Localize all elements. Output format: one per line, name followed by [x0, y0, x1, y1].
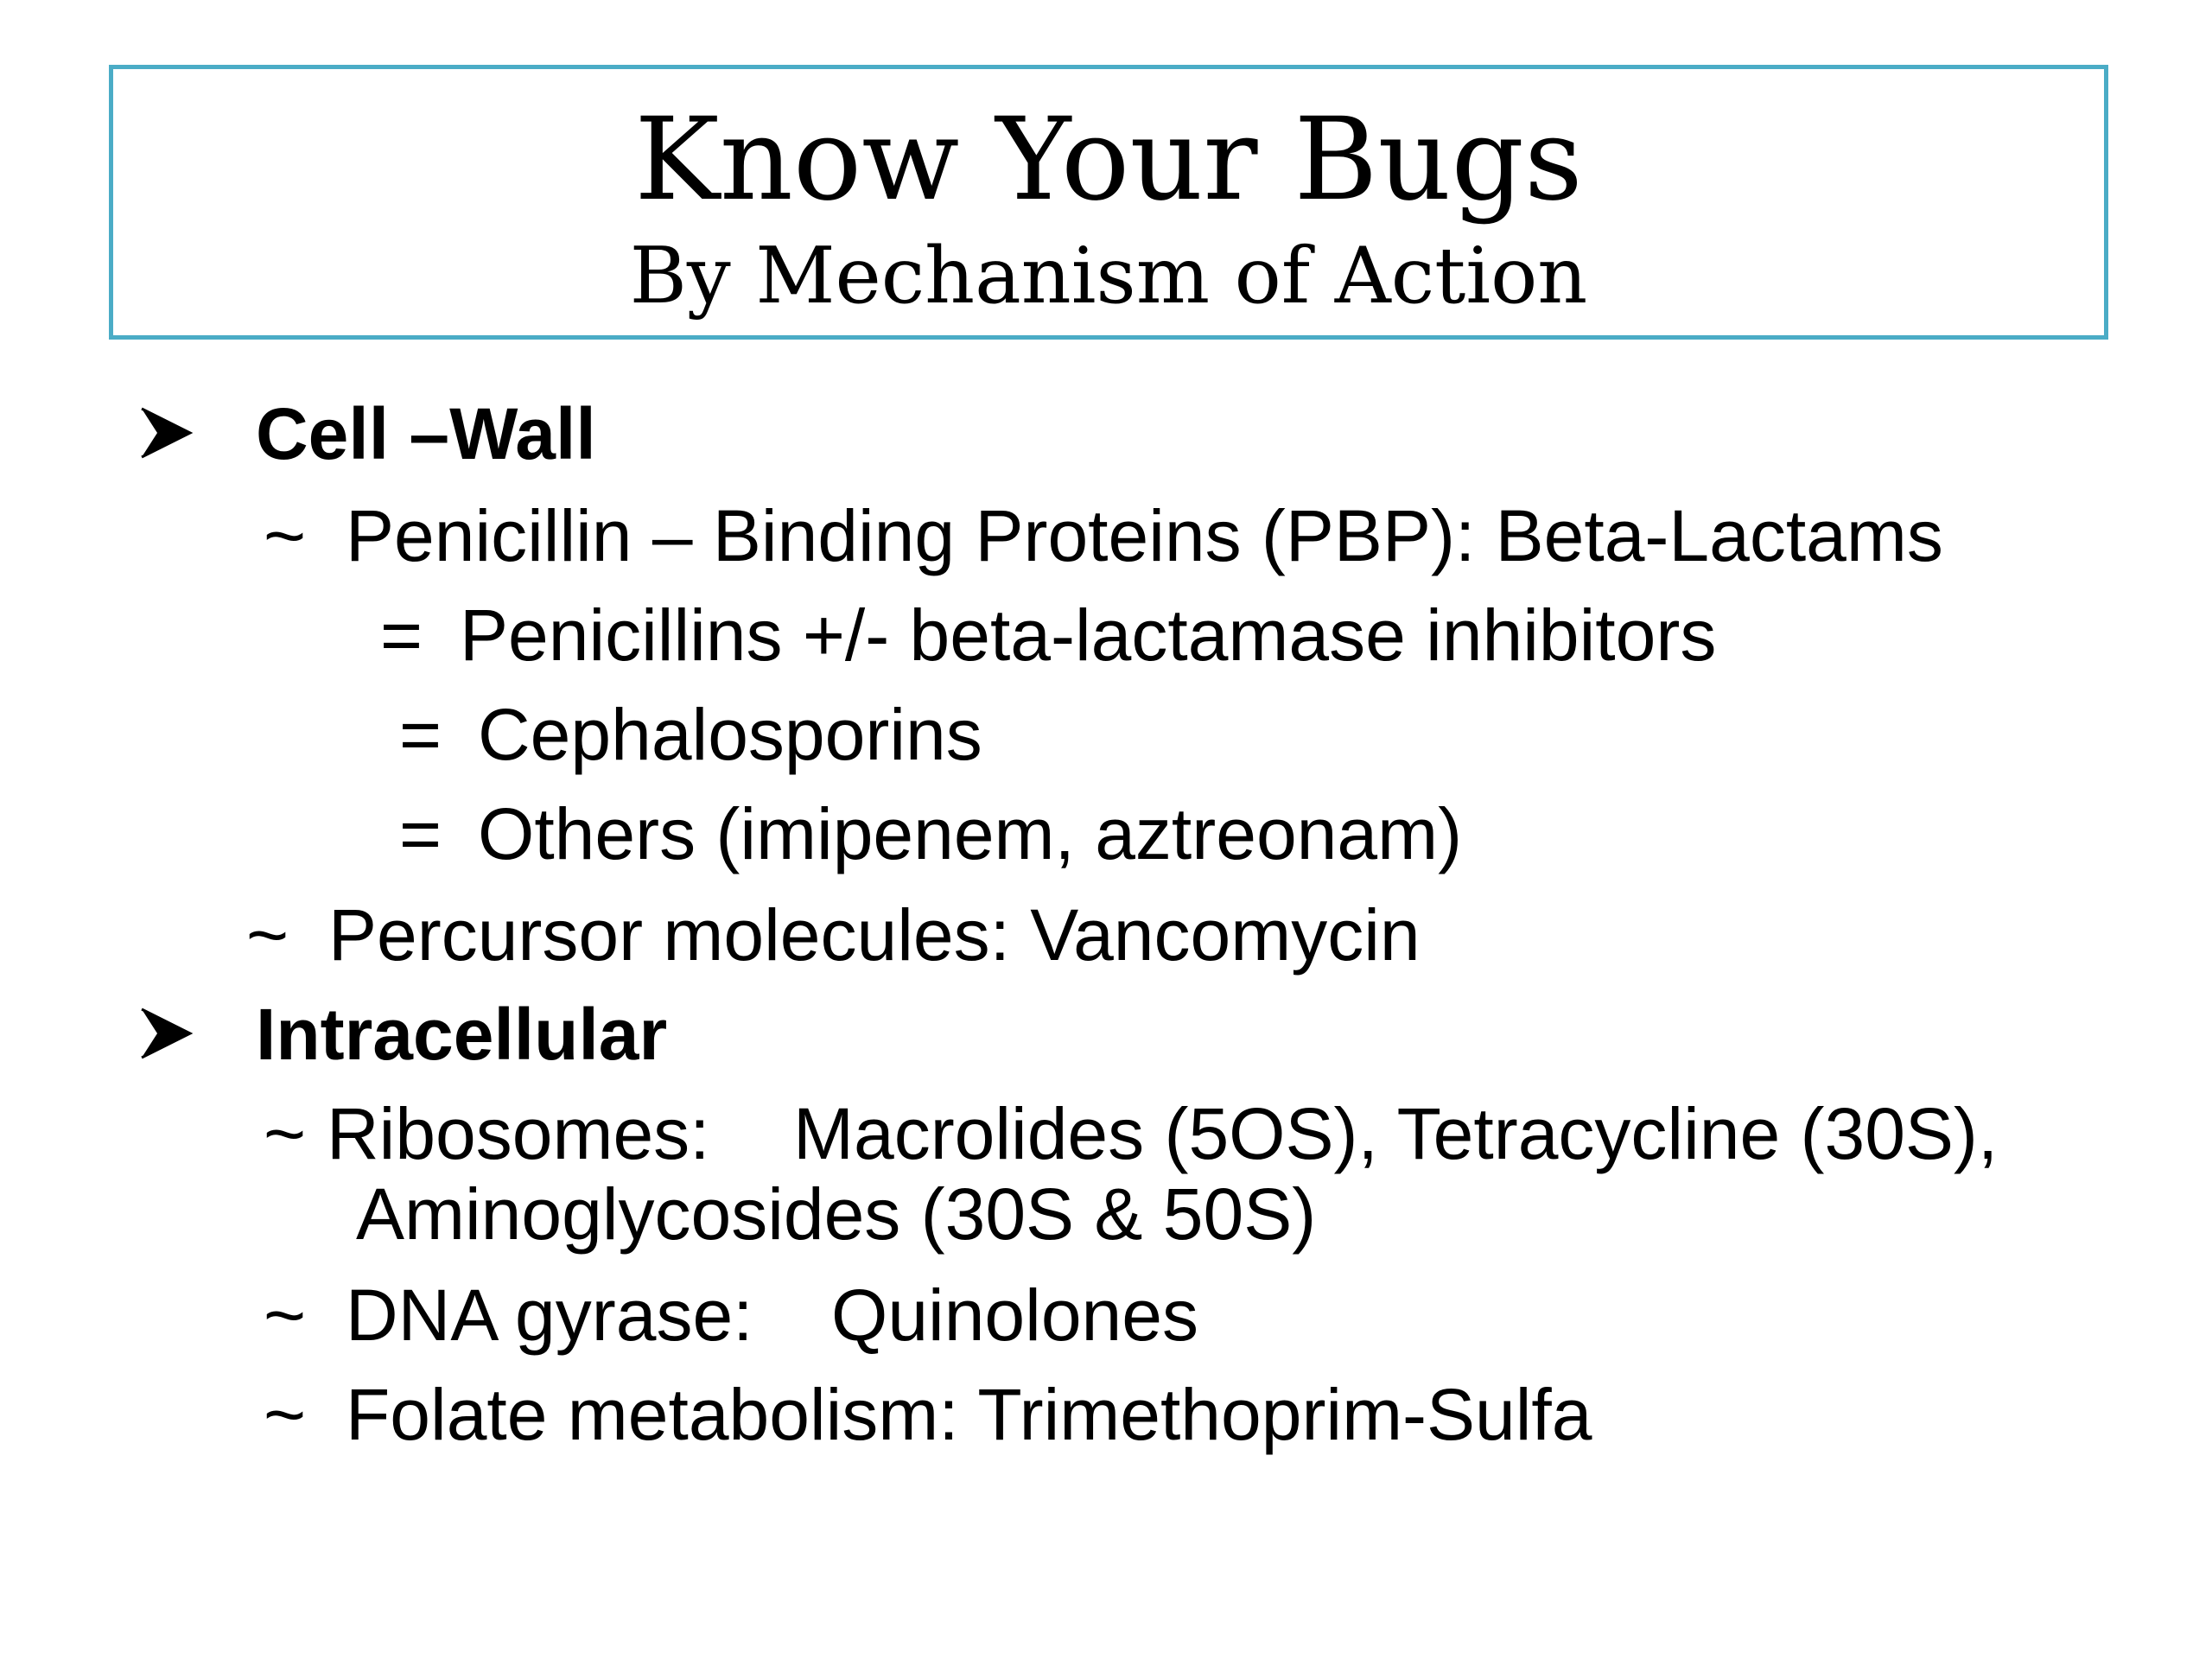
list-item-ribosomes-label: Ribosomes: — [327, 1093, 710, 1174]
title-box — [109, 65, 2108, 340]
list-item-precursor: Percursor molecules: Vancomycin — [328, 894, 1421, 976]
arrow-bullet-icon — [138, 405, 194, 461]
tilde-marker: ~ — [264, 1374, 307, 1455]
slide-title: Know Your Bugs — [634, 93, 1583, 226]
arrow-bullet-icon — [138, 1006, 194, 1061]
sublist-item-cephalosporins: Cephalosporins — [478, 694, 982, 775]
sublist-item-penicillins: Penicillins +/- beta-lactamase inhibitors — [460, 594, 1717, 676]
equals-marker: = — [380, 594, 423, 676]
section-heading-cell-wall: Cell –Wall — [256, 393, 596, 474]
section-heading-intracellular: Intracellular — [256, 994, 668, 1075]
tilde-marker: ~ — [264, 1093, 307, 1174]
sublist-item-others: Others (imipenem, aztreonam) — [478, 793, 1463, 874]
tilde-marker: ~ — [264, 1274, 307, 1356]
list-item-pbp: Penicillin – Binding Proteins (PBP): Beta-Lactams — [346, 495, 1943, 576]
list-item-folate: Folate metabolism: Trimethoprim-Sulfa — [346, 1374, 1592, 1455]
list-item-ribosomes-value: Macrolides (5OS), Tetracycline (30S), — [793, 1093, 1999, 1174]
equals-marker: = — [399, 793, 442, 874]
tilde-marker: ~ — [246, 894, 289, 976]
slide-subtitle: By Mechanism of Action — [629, 231, 1588, 321]
tilde-marker: ~ — [264, 495, 307, 576]
list-item-dna-gyrase-label: DNA gyrase: — [346, 1274, 753, 1356]
equals-marker: = — [399, 694, 442, 775]
list-item-ribosomes-value-cont: Aminoglycosides (30S & 50S) — [356, 1173, 1317, 1255]
list-item-dna-gyrase-value: Quinolones — [831, 1274, 1198, 1356]
